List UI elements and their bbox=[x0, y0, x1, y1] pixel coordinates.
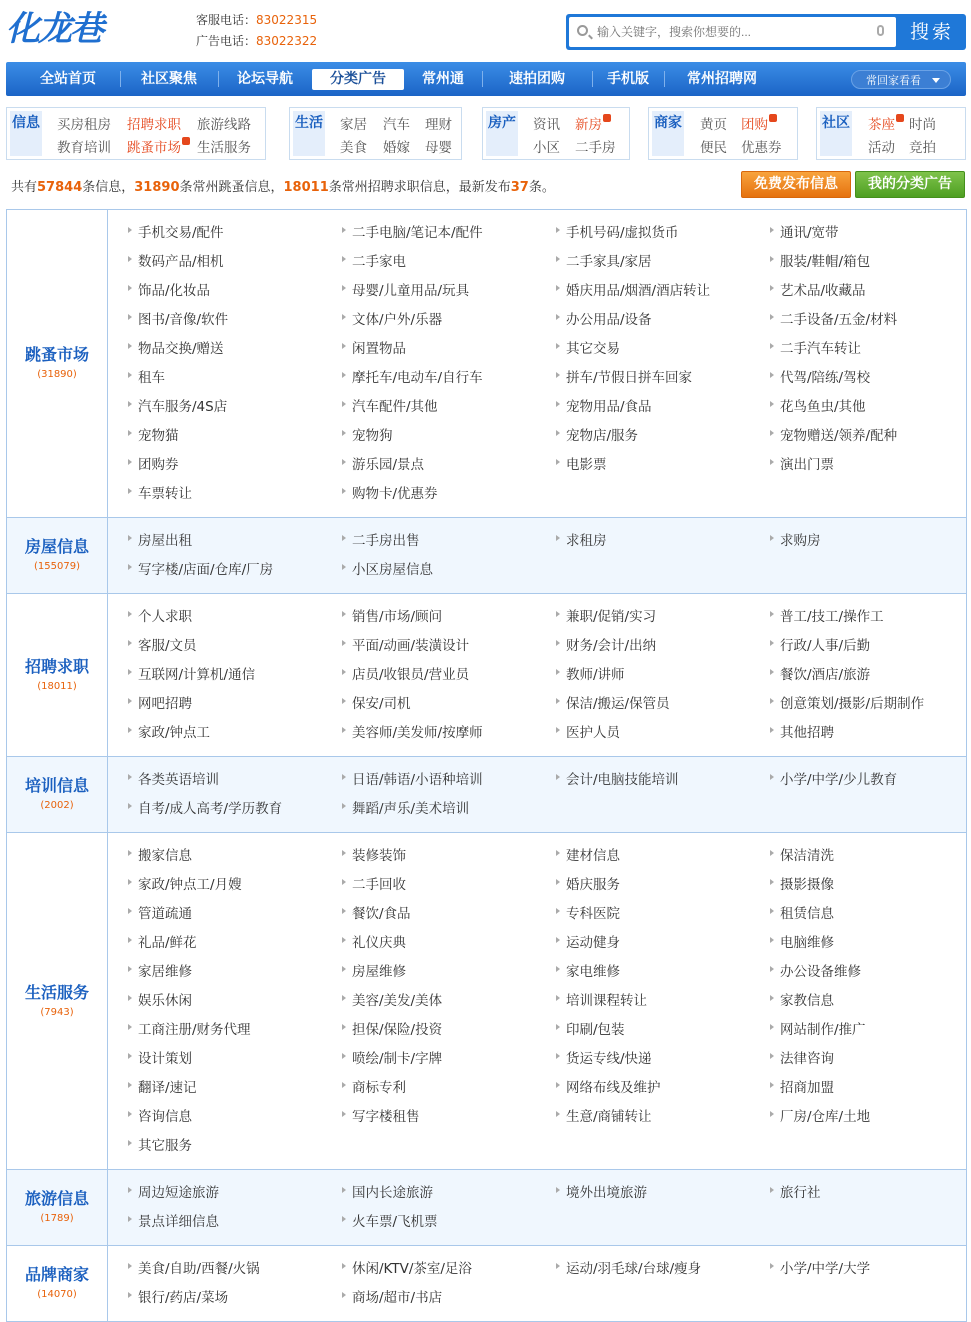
category-label: 房产 bbox=[486, 111, 518, 156]
category-item-link[interactable]: 管道疏通 bbox=[128, 902, 342, 931]
category-item-link[interactable]: 小学/中学/少儿教育 bbox=[770, 768, 960, 797]
section-title bbox=[7, 1170, 108, 1245]
category-link-hot[interactable]: 茶座 bbox=[868, 113, 904, 133]
category-item-link[interactable]: 专科医院 bbox=[556, 902, 770, 931]
category-item-link[interactable]: 火车票/飞机票 bbox=[342, 1210, 556, 1239]
category-item-link[interactable]: 会计/电脑技能培训 bbox=[556, 768, 770, 797]
stats-line: 共有57844条信息，31890条常州跳蚤信息，18011条常州招聘求职信息，最新发布37条。 bbox=[11, 180, 555, 195]
service-phone-number: 83022315 bbox=[256, 13, 318, 27]
stat-total: 57844 bbox=[37, 180, 83, 195]
nav-divider bbox=[218, 71, 219, 87]
header bbox=[0, 0, 971, 58]
category-item-link[interactable]: 网络布线及维护 bbox=[556, 1076, 770, 1105]
category-item-link[interactable]: 宠物店/服务 bbox=[556, 424, 770, 453]
service-phone-label: 客服电话： bbox=[196, 13, 257, 27]
category-item-link[interactable]: 保洁/搬运/保管员 bbox=[556, 692, 770, 721]
section-title bbox=[7, 594, 108, 756]
category-item-link[interactable]: 担保/保险/投资 bbox=[342, 1018, 556, 1047]
category-box-community bbox=[816, 107, 966, 160]
nav-jobs[interactable]: 常州招聘网 bbox=[687, 71, 757, 87]
category-item-link[interactable]: 保安/司机 bbox=[342, 692, 556, 721]
category-item-link[interactable]: 各类英语培训 bbox=[128, 768, 342, 797]
category-item-link[interactable]: 旅行社 bbox=[770, 1181, 960, 1210]
category-label: 信息 bbox=[10, 111, 42, 156]
category-item-link[interactable]: 货运专线/快递 bbox=[556, 1047, 770, 1076]
category-item-link[interactable]: 店员/收银员/营业员 bbox=[342, 663, 556, 692]
category-item-link[interactable]: 闲置物品 bbox=[342, 337, 556, 366]
category-link[interactable]: 活动 bbox=[868, 140, 895, 156]
category-item-link[interactable]: 销售/市场/顾问 bbox=[342, 605, 556, 634]
category-table bbox=[6, 209, 967, 1322]
category-item-link[interactable]: 二手回收 bbox=[342, 873, 556, 902]
stat-flea: 31890 bbox=[134, 180, 180, 195]
site-logo[interactable]: 化龙巷 bbox=[6, 9, 102, 49]
category-link[interactable]: 黄页 bbox=[700, 117, 727, 133]
category-item-link[interactable]: 求购房 bbox=[770, 529, 960, 558]
category-link[interactable]: 优惠券 bbox=[741, 140, 782, 156]
category-item-link[interactable]: 其它交易 bbox=[556, 337, 770, 366]
category-section bbox=[7, 210, 966, 518]
category-item-link[interactable]: 礼品/鲜花 bbox=[128, 931, 342, 960]
category-item-link[interactable]: 设计策划 bbox=[128, 1047, 342, 1076]
category-item-link[interactable]: 办公用品/设备 bbox=[556, 308, 770, 337]
section-name-link[interactable]: 招聘求职 bbox=[24, 657, 89, 676]
category-item-link[interactable]: 其他招聘 bbox=[770, 721, 960, 750]
category-item-link[interactable]: 代驾/陪练/驾校 bbox=[770, 366, 960, 395]
category-section bbox=[7, 518, 966, 594]
category-item-link[interactable]: 美容/美发/美体 bbox=[342, 989, 556, 1018]
category-link[interactable]: 美食 bbox=[340, 140, 367, 156]
nav-dropdown-label: 常回家看看 bbox=[866, 74, 921, 87]
category-item-link[interactable]: 美食/自助/西餐/火锅 bbox=[128, 1257, 342, 1286]
section-count: (2002) bbox=[40, 800, 74, 811]
category-item-link[interactable]: 婚庆用品/烟酒/酒店转让 bbox=[556, 279, 770, 308]
category-item-link[interactable]: 宠物狗 bbox=[342, 424, 556, 453]
category-item-link[interactable]: 花鸟鱼虫/其他 bbox=[770, 395, 960, 424]
category-item-link[interactable]: 服装/鞋帽/箱包 bbox=[770, 250, 960, 279]
category-link[interactable]: 竞拍 bbox=[909, 140, 936, 156]
category-item-link[interactable]: 建材信息 bbox=[556, 844, 770, 873]
category-link[interactable]: 便民 bbox=[700, 140, 727, 156]
category-item-link[interactable]: 团购券 bbox=[128, 453, 342, 482]
nav-dropdown[interactable] bbox=[851, 70, 951, 89]
category-item-link[interactable]: 运动/羽毛球/台球/瘦身 bbox=[556, 1257, 770, 1286]
category-item-link[interactable]: 房屋出租 bbox=[128, 529, 342, 558]
category-item-link[interactable]: 景点详细信息 bbox=[128, 1210, 342, 1239]
nav-mobile[interactable]: 手机版 bbox=[607, 71, 649, 87]
category-box-life bbox=[289, 107, 462, 160]
category-item-link[interactable]: 平面/动画/装潢设计 bbox=[342, 634, 556, 663]
stat-jobs: 18011 bbox=[283, 180, 329, 195]
category-item-link[interactable]: 培训课程转让 bbox=[556, 989, 770, 1018]
category-item-link[interactable]: 教师/讲师 bbox=[556, 663, 770, 692]
nav-divider bbox=[664, 71, 665, 87]
category-item-link[interactable]: 自考/成人高考/学历教育 bbox=[128, 797, 342, 826]
category-item-link[interactable]: 家电维修 bbox=[556, 960, 770, 989]
category-item-link[interactable]: 小学/中学/大学 bbox=[770, 1257, 960, 1286]
search-bar bbox=[566, 14, 966, 50]
nav-forum[interactable]: 论坛导航 bbox=[237, 71, 293, 87]
contact-phones bbox=[196, 10, 317, 52]
category-section bbox=[7, 1170, 966, 1246]
category-item-link[interactable]: 保洁清洗 bbox=[770, 844, 960, 873]
category-item-link[interactable]: 咨询信息 bbox=[128, 1105, 342, 1134]
nav-home[interactable]: 全站首页 bbox=[40, 71, 96, 87]
category-item-link[interactable]: 法律咨询 bbox=[770, 1047, 960, 1076]
section-count: (155079) bbox=[34, 561, 80, 572]
category-item-link[interactable]: 文体/户外/乐器 bbox=[342, 308, 556, 337]
category-box-info bbox=[6, 107, 266, 160]
category-link[interactable]: 汽车 bbox=[383, 117, 410, 133]
category-item-link[interactable]: 普工/技工/操作工 bbox=[770, 605, 960, 634]
category-item-link[interactable]: 行政/人事/后勤 bbox=[770, 634, 960, 663]
section-links bbox=[108, 1170, 966, 1245]
section-title bbox=[7, 833, 108, 1169]
category-item-link[interactable]: 休闲/KTV/茶室/足浴 bbox=[342, 1257, 556, 1286]
ad-phone-label: 广告电话： bbox=[196, 34, 257, 48]
category-item-link[interactable]: 家教信息 bbox=[770, 989, 960, 1018]
category-link[interactable]: 二手房 bbox=[575, 140, 616, 156]
category-link[interactable]: 生活服务 bbox=[197, 140, 251, 156]
section-links bbox=[108, 594, 966, 756]
microphone-icon[interactable] bbox=[877, 25, 884, 36]
category-item-link[interactable]: 艺术品/收藏品 bbox=[770, 279, 960, 308]
section-links bbox=[108, 518, 966, 593]
category-item-link[interactable]: 二手汽车转让 bbox=[770, 337, 960, 366]
publish-button[interactable]: 免费发布信息 bbox=[741, 171, 851, 198]
category-item-link[interactable]: 工商注册/财务代理 bbox=[128, 1018, 342, 1047]
section-name-link[interactable]: 旅游信息 bbox=[24, 1189, 89, 1208]
category-item-link[interactable]: 家政/钟点工/月嫂 bbox=[128, 873, 342, 902]
category-item-link[interactable]: 图书/音像/软件 bbox=[128, 308, 342, 337]
category-item-link[interactable]: 办公设备维修 bbox=[770, 960, 960, 989]
category-item-link[interactable]: 二手家电 bbox=[342, 250, 556, 279]
section-name-link[interactable]: 跳蚤市场 bbox=[24, 345, 89, 364]
category-item-link[interactable]: 物品交换/赠送 bbox=[128, 337, 342, 366]
search-box bbox=[569, 17, 896, 47]
category-item-link[interactable]: 购物卡/优惠券 bbox=[342, 482, 556, 511]
section-count: (1789) bbox=[40, 1213, 74, 1224]
category-item-link[interactable]: 搬家信息 bbox=[128, 844, 342, 873]
my-ads-button[interactable]: 我的分类广告 bbox=[855, 171, 965, 198]
category-item-link[interactable]: 网吧招聘 bbox=[128, 692, 342, 721]
category-item-link[interactable]: 招商加盟 bbox=[770, 1076, 960, 1105]
category-section bbox=[7, 833, 966, 1170]
category-item-link[interactable]: 境外出境旅游 bbox=[556, 1181, 770, 1210]
new-badge-icon bbox=[769, 114, 777, 122]
category-section bbox=[7, 757, 966, 833]
category-link-hot[interactable]: 新房 bbox=[575, 113, 611, 133]
category-item-link[interactable]: 财务/会计/出纳 bbox=[556, 634, 770, 663]
section-links bbox=[108, 757, 966, 832]
nav-community-focus[interactable]: 社区聚焦 bbox=[141, 71, 197, 87]
category-item-link[interactable]: 运动健身 bbox=[556, 931, 770, 960]
category-item-link[interactable]: 婚庆服务 bbox=[556, 873, 770, 902]
category-link[interactable]: 买房租房 bbox=[57, 117, 111, 133]
section-title bbox=[7, 210, 108, 517]
category-item-link[interactable]: 娱乐休闲 bbox=[128, 989, 342, 1018]
category-link[interactable]: 家居 bbox=[340, 117, 367, 133]
category-item-link[interactable]: 宠物猫 bbox=[128, 424, 342, 453]
category-item-link[interactable]: 游乐园/景点 bbox=[342, 453, 556, 482]
category-link[interactable]: 资讯 bbox=[533, 117, 560, 133]
category-item-link[interactable]: 二手家具/家居 bbox=[556, 250, 770, 279]
category-label: 商家 bbox=[652, 111, 684, 156]
section-links bbox=[108, 833, 966, 1169]
category-item-link[interactable]: 汽车配件/其他 bbox=[342, 395, 556, 424]
category-item-link[interactable]: 二手设备/五金/材料 bbox=[770, 308, 960, 337]
stat-latest: 37 bbox=[510, 180, 529, 195]
category-item-link[interactable]: 演出门票 bbox=[770, 453, 960, 482]
category-item-link[interactable]: 餐饮/酒店/旅游 bbox=[770, 663, 960, 692]
section-name-link[interactable]: 品牌商家 bbox=[24, 1265, 89, 1284]
section-name-link[interactable]: 培训信息 bbox=[24, 776, 89, 795]
category-item-link[interactable]: 电脑维修 bbox=[770, 931, 960, 960]
category-item-link[interactable]: 电影票 bbox=[556, 453, 770, 482]
category-item-link[interactable]: 手机号码/虚拟货币 bbox=[556, 221, 770, 250]
category-item-link[interactable]: 客服/文员 bbox=[128, 634, 342, 663]
category-item-link[interactable]: 摄影摄像 bbox=[770, 873, 960, 902]
category-item-link[interactable]: 国内长途旅游 bbox=[342, 1181, 556, 1210]
category-item-link[interactable]: 通讯/宽带 bbox=[770, 221, 960, 250]
category-box-property bbox=[482, 107, 630, 160]
category-item-link[interactable]: 母婴/儿童用品/玩具 bbox=[342, 279, 556, 308]
category-link[interactable]: 教育培训 bbox=[57, 140, 111, 156]
category-item-link[interactable]: 写字楼租售 bbox=[342, 1105, 556, 1134]
nav-group-buy[interactable]: 速拍团购 bbox=[509, 71, 565, 87]
category-item-link[interactable]: 房屋维修 bbox=[342, 960, 556, 989]
category-item-link[interactable]: 摩托车/电动车/自行车 bbox=[342, 366, 556, 395]
search-input[interactable] bbox=[597, 22, 857, 42]
category-link-hot[interactable]: 团购 bbox=[741, 113, 777, 133]
category-item-link[interactable]: 租车 bbox=[128, 366, 342, 395]
category-item-link[interactable]: 喷绘/制卡/字牌 bbox=[342, 1047, 556, 1076]
category-link[interactable]: 旅游线路 bbox=[197, 117, 251, 133]
category-link[interactable]: 婚嫁 bbox=[383, 140, 410, 156]
section-title bbox=[7, 518, 108, 593]
new-badge-icon bbox=[182, 137, 190, 145]
section-links bbox=[108, 210, 966, 517]
category-item-link[interactable]: 创意策划/摄影/后期制作 bbox=[770, 692, 960, 721]
category-link[interactable]: 母婴 bbox=[425, 140, 452, 156]
category-item-link[interactable]: 礼仪庆典 bbox=[342, 931, 556, 960]
nav-divider bbox=[482, 71, 483, 87]
category-item-link[interactable]: 家居维修 bbox=[128, 960, 342, 989]
category-item-link[interactable]: 舞蹈/声乐/美术培训 bbox=[342, 797, 556, 826]
section-count: (14070) bbox=[37, 1289, 77, 1300]
new-badge-icon bbox=[603, 114, 611, 122]
category-item-link[interactable]: 数码产品/相机 bbox=[128, 250, 342, 279]
category-item-link[interactable]: 车票转让 bbox=[128, 482, 342, 511]
category-section bbox=[7, 1246, 966, 1322]
category-item-link[interactable]: 汽车服务/4S店 bbox=[128, 395, 342, 424]
main-nav bbox=[6, 62, 966, 96]
category-item-link[interactable]: 商标专利 bbox=[342, 1076, 556, 1105]
category-item-link[interactable]: 家政/钟点工 bbox=[128, 721, 342, 750]
section-title bbox=[7, 1246, 108, 1321]
category-label: 生活 bbox=[293, 111, 325, 156]
category-link[interactable]: 小区 bbox=[533, 140, 560, 156]
new-badge-icon bbox=[896, 114, 904, 122]
category-item-link[interactable]: 餐饮/食品 bbox=[342, 902, 556, 931]
category-item-link[interactable]: 翻译/速记 bbox=[128, 1076, 342, 1105]
section-name-link[interactable]: 生活服务 bbox=[24, 983, 89, 1002]
section-count: (18011) bbox=[37, 681, 77, 692]
category-section bbox=[7, 594, 966, 757]
section-links bbox=[108, 1246, 966, 1321]
category-item-link[interactable]: 饰品/化妆品 bbox=[128, 279, 342, 308]
nav-changzhou-tong[interactable]: 常州通 bbox=[422, 71, 464, 87]
category-item-link[interactable]: 银行/药店/菜场 bbox=[128, 1286, 342, 1315]
nav-divider bbox=[120, 71, 121, 87]
category-item-link[interactable]: 装修装饰 bbox=[342, 844, 556, 873]
category-link[interactable]: 招聘求职 bbox=[127, 117, 181, 133]
section-count: (31890) bbox=[37, 369, 77, 380]
category-item-link[interactable]: 求租房 bbox=[556, 529, 770, 558]
category-link-hot[interactable]: 跳蚤市场 bbox=[127, 136, 190, 156]
category-item-link[interactable]: 写字楼/店面/仓库/厂房 bbox=[128, 558, 342, 587]
category-item-link[interactable]: 生意/商铺转让 bbox=[556, 1105, 770, 1134]
nav-classifieds[interactable]: 分类广告 bbox=[312, 69, 404, 90]
search-button[interactable]: 搜索 bbox=[909, 21, 954, 43]
category-item-link[interactable]: 互联网/计算机/通信 bbox=[128, 663, 342, 692]
ad-phone-number: 83022322 bbox=[256, 34, 318, 48]
category-item-link[interactable]: 宠物用品/食品 bbox=[556, 395, 770, 424]
category-item-link[interactable]: 租赁信息 bbox=[770, 902, 960, 931]
category-label: 社区 bbox=[820, 111, 852, 156]
category-item-link[interactable]: 美容师/美发师/按摩师 bbox=[342, 721, 556, 750]
category-item-link[interactable]: 印刷/包装 bbox=[556, 1018, 770, 1047]
section-name-link[interactable]: 房屋信息 bbox=[24, 537, 89, 556]
category-item-link[interactable]: 商场/超市/书店 bbox=[342, 1286, 556, 1315]
category-item-link[interactable]: 网站制作/推广 bbox=[770, 1018, 960, 1047]
category-item-link[interactable]: 手机交易/配件 bbox=[128, 221, 342, 250]
category-item-link[interactable]: 兼职/促销/实习 bbox=[556, 605, 770, 634]
category-item-link[interactable]: 小区房屋信息 bbox=[342, 558, 556, 587]
category-item-link[interactable]: 其它服务 bbox=[128, 1134, 342, 1163]
category-item-link[interactable]: 厂房/仓库/土地 bbox=[770, 1105, 960, 1134]
search-icon bbox=[577, 25, 588, 36]
category-item-link[interactable]: 周边短途旅游 bbox=[128, 1181, 342, 1210]
category-item-link[interactable]: 宠物赠送/领养/配种 bbox=[770, 424, 960, 453]
category-item-link[interactable]: 个人求职 bbox=[128, 605, 342, 634]
category-item-link[interactable]: 日语/韩语/小语种培训 bbox=[342, 768, 556, 797]
category-item-link[interactable]: 二手电脑/笔记本/配件 bbox=[342, 221, 556, 250]
chevron-down-icon bbox=[932, 78, 940, 83]
category-link[interactable]: 理财 bbox=[425, 117, 452, 133]
section-title bbox=[7, 757, 108, 832]
nav-divider bbox=[592, 71, 593, 87]
category-item-link[interactable]: 医护人员 bbox=[556, 721, 770, 750]
category-item-link[interactable]: 二手房出售 bbox=[342, 529, 556, 558]
section-count: (7943) bbox=[40, 1007, 74, 1018]
category-link[interactable]: 时尚 bbox=[909, 117, 936, 133]
category-box-merchant bbox=[648, 107, 798, 160]
category-item-link[interactable]: 拼车/节假日拼车回家 bbox=[556, 366, 770, 395]
